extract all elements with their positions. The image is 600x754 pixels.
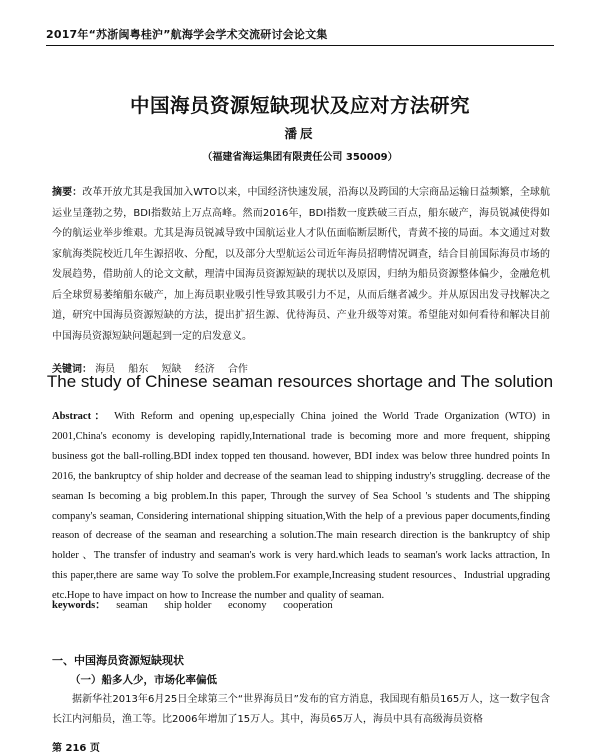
running-head: 2017年“苏浙闽粤桂沪”航海学会学术交流研讨会论文集 (46, 26, 554, 46)
english-abstract (52, 407, 550, 606)
english-keyword: ship holder (164, 600, 212, 611)
english-title: The study of Chinese seaman resources shortage and The solution (46, 372, 554, 391)
subsection-heading: （一）船多人少，市场化率偏低 (70, 674, 217, 686)
page-number: 第 216 页 (52, 743, 100, 754)
chinese-abstract (52, 183, 550, 347)
english-abstract-text: With Reform and opening up,especially China joined the World Trade Organization (WTO) in 2001,China's economy is developing rapidly,International trade is becoming more and more frequent, shipping business got the ball-rolling.BDI index topped ten thousand. however, BDI index was below three hundred points In 2016, the bankruptcy of ship holder and decrease of the seaman lead to shipping industry's struggling. decrease of the seaman Is becoming a big problem.In this paper, Through the survey of Sea School 's students and The shipping company's seaman, Considering international shipping situation,With the help of a previous paper documents,finding reason of decrease of the seaman and researching a solution.The main research direction is the bankruptcy of ship holder 、The transfer of industry and seaman's work is very hard.which leads to seaman's work lacks attraction, In this paper,there are same way To solve the problem.For example,Increasing student resources、Industrial upgrading etc.Hope to have impact on how to Increase the number and quality of seaman. (52, 411, 550, 602)
section-heading: 一、中国海员资源短缺现状 (52, 654, 184, 667)
affiliation: （福建省海运集团有限责任公司 350009） (202, 152, 398, 163)
english-keyword: seaman (116, 600, 148, 611)
chinese-abstract-text: 改革开放尤其是我国加入WTO以来，中国经济快速发展，沿海以及跨国的大宗商品运输日益频繁，全球航运业呈蓬勃之势，BDI指数站上万点高峰。然而2016年，BDI指数一度跌破三百点，船东破产，海员锐减使得如今的航运业举步维艰。尤其是海员锐减导致中国航运业人才队伍面临断层断代，青黄不接的局面。本文通过对数家航海类院校近几年生源招收、分配，以及部分大型航运公司近年海员招聘情况调查，结合目前国际海员市场的发展趋势，借助前人的论文文献，理清中国海员资源短缺的现状以及原因，归纳为船员资源整体偏少，金融危机后全球贸易萎缩船东破产，加上海员职业吸引性导致其吸引力不足，从而后继者减少。并从原因出发寻找解决之道，研究中国海员资源短缺的方法，提出扩招生源、优待海员、产业升级等对策。希望能对如何看待和解决目前中国海员资源短缺问题起到一定的启发意义。 (52, 187, 550, 342)
chinese-keyword: 船东 (128, 364, 149, 375)
author: 潘辰 (284, 126, 316, 141)
body-paragraph: 据新华社2013年6月25日全球第三个“世界海员日”发布的官方消息，我国现有船员165万人，这一数字包含长江内河船员，渔工等。比2006年增加了15万人。其中，海员65万人，海员中具有高级海员资格 (52, 694, 550, 725)
english-keywords-label: keywords： (52, 600, 106, 611)
chinese-keyword: 短缺 (161, 364, 182, 375)
english-keyword: economy (228, 600, 267, 611)
chinese-keyword: 海员 (95, 364, 116, 375)
paper-title: 中国海员资源短缺现状及应对方法研究 (129, 94, 470, 117)
chinese-keywords-label: 关键词： (52, 364, 92, 375)
english-abstract-label: Abstract： (52, 411, 109, 422)
chinese-abstract-label: 摘要： (52, 187, 83, 198)
chinese-keyword: 合作 (227, 364, 248, 375)
english-keywords (52, 597, 550, 612)
english-keyword: cooperation (283, 600, 333, 611)
chinese-keyword: 经济 (194, 364, 215, 375)
